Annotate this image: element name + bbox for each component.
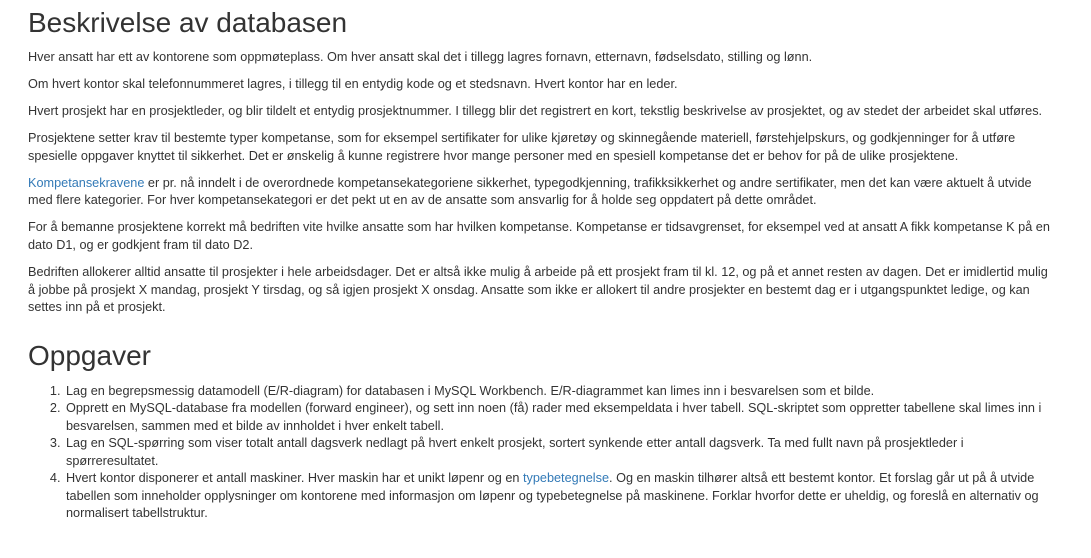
link-kompetansekravene[interactable]: Kompetansekravene <box>28 175 145 190</box>
task-item-4 <box>64 470 1058 523</box>
paragraph-employees: Hver ansatt har ett av kontorene som oppmøteplass. Om hver ansatt skal det i tillegg lagres fornavn, etternavn, fødselsdato, stilling og lønn. <box>28 50 813 64</box>
paragraph-competence-categories-text: er pr. nå inndelt i de overordnede kompetansekategoriene sikkerhet, typegodkjenning, trafikksikkerhet og andre sertifikater, men det kan være aktuelt å utvide med flere kategorier. For hver kompetansekategori er det pekt ut en av de ansatte som ansvarlig for å holde seg oppdatert på dette området. <box>28 175 1032 208</box>
paragraph-competence-categories <box>28 175 1058 210</box>
section-heading-tasks: Oppgaver <box>28 339 151 371</box>
task-item-1: 1. Lag en begrepsmessig datamodell (E/R-diagram) for databasen i MySQL Workbench. E/R-diagrammet kan limes inn i besvarelsen som et bilde. <box>64 383 1058 401</box>
task-item-3: 3. Lag en SQL-spørring som viser totalt antall dagsverk nedlagt på hvert enkelt prosjekt, sortert synkende etter antall dagsverk. Ta med fullt navn på prosjektleder i spørreresultatet. <box>64 435 1058 470</box>
task-item-4-text-end: . Og en maskin tilhører altså ett bestemt kontor. Et forslag går ut på å utvide tabellen som inneholder opplysninger om kontorene med informasjon om løpenr og typebetegnelse på maskinene. Forklar hvorfor dette er uheldig, og foreslå en alternativ og normalisert tabellstruktur. <box>66 471 1039 521</box>
task-item-2: 2. Opprett en MySQL-database fra modellen (forward engineer), og sett inn noen (få) rader med eksempeldata i hver tabell. SQL-skriptet som oppretter tabellene skal limes inn i besvarelsen, sammen med et bilde av innholdet i hver enkelt tabell. <box>64 400 1058 435</box>
task-list <box>28 383 1058 523</box>
link-typebetegnelse[interactable]: typebetegnelse <box>522 471 610 486</box>
paragraph-competence-requirements: Prosjektene setter krav til bestemte typer kompetanse, som for eksempel sertifikater for ulike kjøretøy og skinnegående materiell, førstehjelpskurs, og godkjenninger for å utføre spesielle oppgaver knyttet til sikkerhet. Det er ønskelig å kunne registrere hvor mange personer med en spesiell kompetanse det er behov for på de ulike prosjektene. <box>28 131 1016 163</box>
document-page <box>28 0 1058 523</box>
paragraph-staffing: For å bemanne prosjektene korrekt må bedriften vite hvilke ansatte som har hvilken kompetanse. Kompetanse er tidsavgrenset, for eksempel ved at ansatt A fikk kompetanse K på en dato D1, og er godkjent fram til dato D2. <box>28 220 1050 252</box>
paragraph-allocation: Bedriften allokerer alltid ansatte til prosjekter i hele arbeidsdager. Det er altså ikke mulig å arbeide på ett prosjekt fram til kl. 12, og på et annet resten av dagen. Det er imidlertid mulig å jobbe på prosjekt X mandag, prosjekt Y tirsdag, og så igjen prosjekt X onsdag. Ansatte som ikke er allokert til andre prosjekter en bestemt dag er i utgangspunktet ledige, og kan settes inn på et prosjekt. <box>28 265 1048 315</box>
task-item-4-text-start: Hvert kontor disponerer et antall maskiner. Hver maskin har et unikt løpenr og en <box>66 471 523 486</box>
section-heading-database-description: Beskrivelse av databasen <box>28 7 348 38</box>
paragraph-offices: Om hvert kontor skal telefonnummeret lagres, i tillegg til en entydig kode og et stedsnavn. Hvert kontor har en leder. <box>28 77 678 92</box>
paragraph-projects: Hvert prosjekt har en prosjektleder, og blir tildelt et entydig prosjektnummer. I tillegg blir det registrert en kort, tekstlig beskrivelse av prosjektet, og av stedet der arbeidet skal utføres. <box>28 104 1043 119</box>
